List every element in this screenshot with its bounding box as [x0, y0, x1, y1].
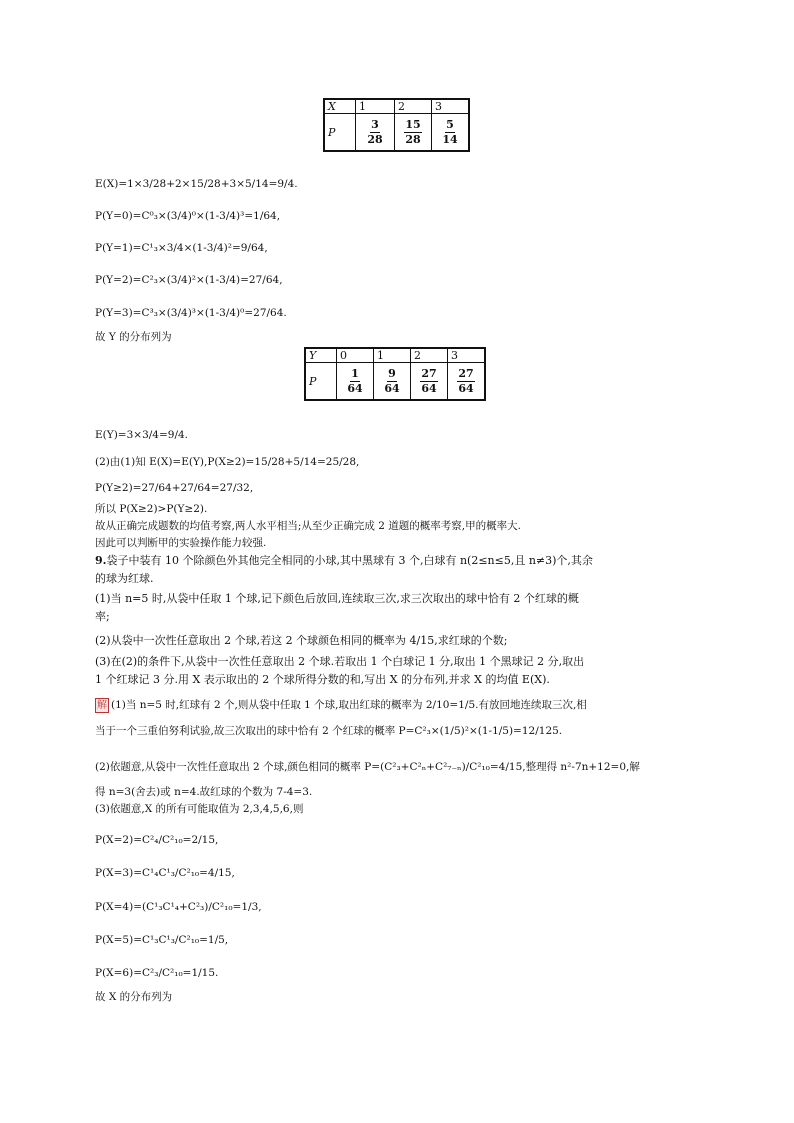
text-line: 故 Y 的分布列为 [95, 331, 172, 343]
text-line: 因此可以判断甲的实验操作能力较强. [95, 537, 267, 549]
solution-line: 解 (1)当 n=5 时,红球有 2 个,则从袋中任取 1 个球,取出红球的概率为 2/10=1/5.有放回地连续取三次,相 [97, 699, 587, 711]
text-line: 故从正确完成题数的均值考察,两人水平相当;从至少正确完成 2 道题的概率考察,甲的概率大. [95, 520, 521, 532]
distribution-table-y [304, 347, 486, 401]
table-y-var: Y [305, 348, 337, 363]
table-x-prob: $\frac{15}{28}$ [395, 114, 432, 152]
table-y-value: 1 [374, 348, 411, 363]
question-9-line: 率; [95, 610, 110, 623]
solution-badge: 解 [97, 700, 107, 711]
question-9-line: (1)当 n=5 时,从袋中任取 1 个球,记下颜色后放回,连续取三次,求三次取出的球中恰有 2 个红球的概 [95, 592, 579, 605]
table-y-value: 3 [448, 348, 486, 363]
question-9-line: (2)从袋中一次性任意取出 2 个球,若这 2 个球颜色相同的概率为 4/15,求红球的个数; [95, 634, 508, 647]
solution-line: P(X=2)=C²₄/C²₁₀=2/15, [95, 834, 219, 846]
table-x-prob: $\frac{3}{28}$ [356, 114, 395, 152]
solution-line: 当于一个三重伯努利试验,故三次取出的球中恰有 2 个红球的概率 P=C²₃×(1/5)²×(1-1/5)=12/125. [95, 725, 563, 737]
question-9-line: 1 个红球记 3 分.用 X 表示取出的 2 个球所得分数的和,写出 X 的分布列,并求 X 的均值 E(X). [95, 673, 550, 686]
table-x-value: 3 [432, 99, 470, 114]
text-line: 所以 P(X≥2)>P(Y≥2). [95, 503, 208, 515]
text-line: P(Y=2)=C²₃×(3/4)²×(1-3/4)=27/64, [95, 274, 283, 286]
solution-line: P(X=5)=C¹₃C¹₃/C²₁₀=1/5, [95, 934, 229, 946]
text-line: P(Y=3)=C³₃×(3/4)³×(1-3/4)⁰=27/64. [95, 307, 287, 319]
text-line: P(Y≥2)=27/64+27/64=27/32, [95, 482, 254, 494]
text-line: P(Y=1)=C¹₃×3/4×(1-3/4)²=9/64, [95, 242, 268, 254]
table-x-value: 2 [395, 99, 432, 114]
text-line: E(X)=1×3/28+2×15/28+3×5/14=9/4. [95, 178, 298, 190]
table-y-prob: $\frac{27}{64}$ [448, 363, 486, 401]
table-x-value: 1 [356, 99, 395, 114]
question-9-line: (3)在(2)的条件下,从袋中一次性任意取出 2 个球.若取出 1 个白球记 1 分,取出 1 个黑球记 2 分,取出 [95, 655, 585, 668]
text-line: P(Y=0)=C⁰₃×(3/4)⁰×(1-3/4)³=1/64, [95, 210, 281, 222]
table-y-prob: $\frac{27}{64}$ [411, 363, 448, 401]
text-line: E(Y)=3×3/4=9/4. [95, 429, 188, 441]
table-y-value: 0 [337, 348, 374, 363]
solution-line: P(X=6)=C²₃/C²₁₀=1/15. [95, 967, 219, 979]
table-x-prob: $\frac{5}{14}$ [432, 114, 470, 152]
solution-line: 故 X 的分布列为 [95, 991, 173, 1003]
solution-line: 得 n=3(舍去)或 n=4.故红球的个数为 7-4=3. [95, 786, 313, 798]
table-x-prob-label: P [324, 114, 356, 152]
table-y-prob: $\frac{1}{64}$ [337, 363, 374, 401]
table-x-var: X [324, 99, 356, 114]
distribution-table-x [323, 98, 470, 152]
question-9-line: 9.袋子中装有 10 个除颜色外其他完全相同的小球,其中黑球有 3 个,白球有 n(2≤n≤5,且 n≠3)个,其余 [95, 554, 593, 567]
table-y-prob-label: P [305, 363, 337, 401]
solution-line: (3)依题意,X 的所有可能取值为 2,3,4,5,6,则 [95, 803, 304, 815]
question-9-line: 的球为红球. [95, 572, 154, 585]
solution-line: P(X=4)=(C¹₃C¹₄+C²₃)/C²₁₀=1/3, [95, 901, 262, 913]
table-y-value: 2 [411, 348, 448, 363]
solution-line: (2)依题意,从袋中一次性任意取出 2 个球,颜色相同的概率 P=(C²₃+C²ₙ+C²₇₋ₙ)/C²₁₀=4/15,整理得 n²-7n+12=0,解 [95, 761, 640, 773]
question-number: 9. [95, 554, 107, 567]
table-y-prob: $\frac{9}{64}$ [374, 363, 411, 401]
solution-line: P(X=3)=C¹₄C¹₃/C²₁₀=4/15, [95, 867, 235, 879]
text-line: (2)由(1)知 E(X)=E(Y),P(X≥2)=15/28+5/14=25/28, [95, 456, 360, 468]
